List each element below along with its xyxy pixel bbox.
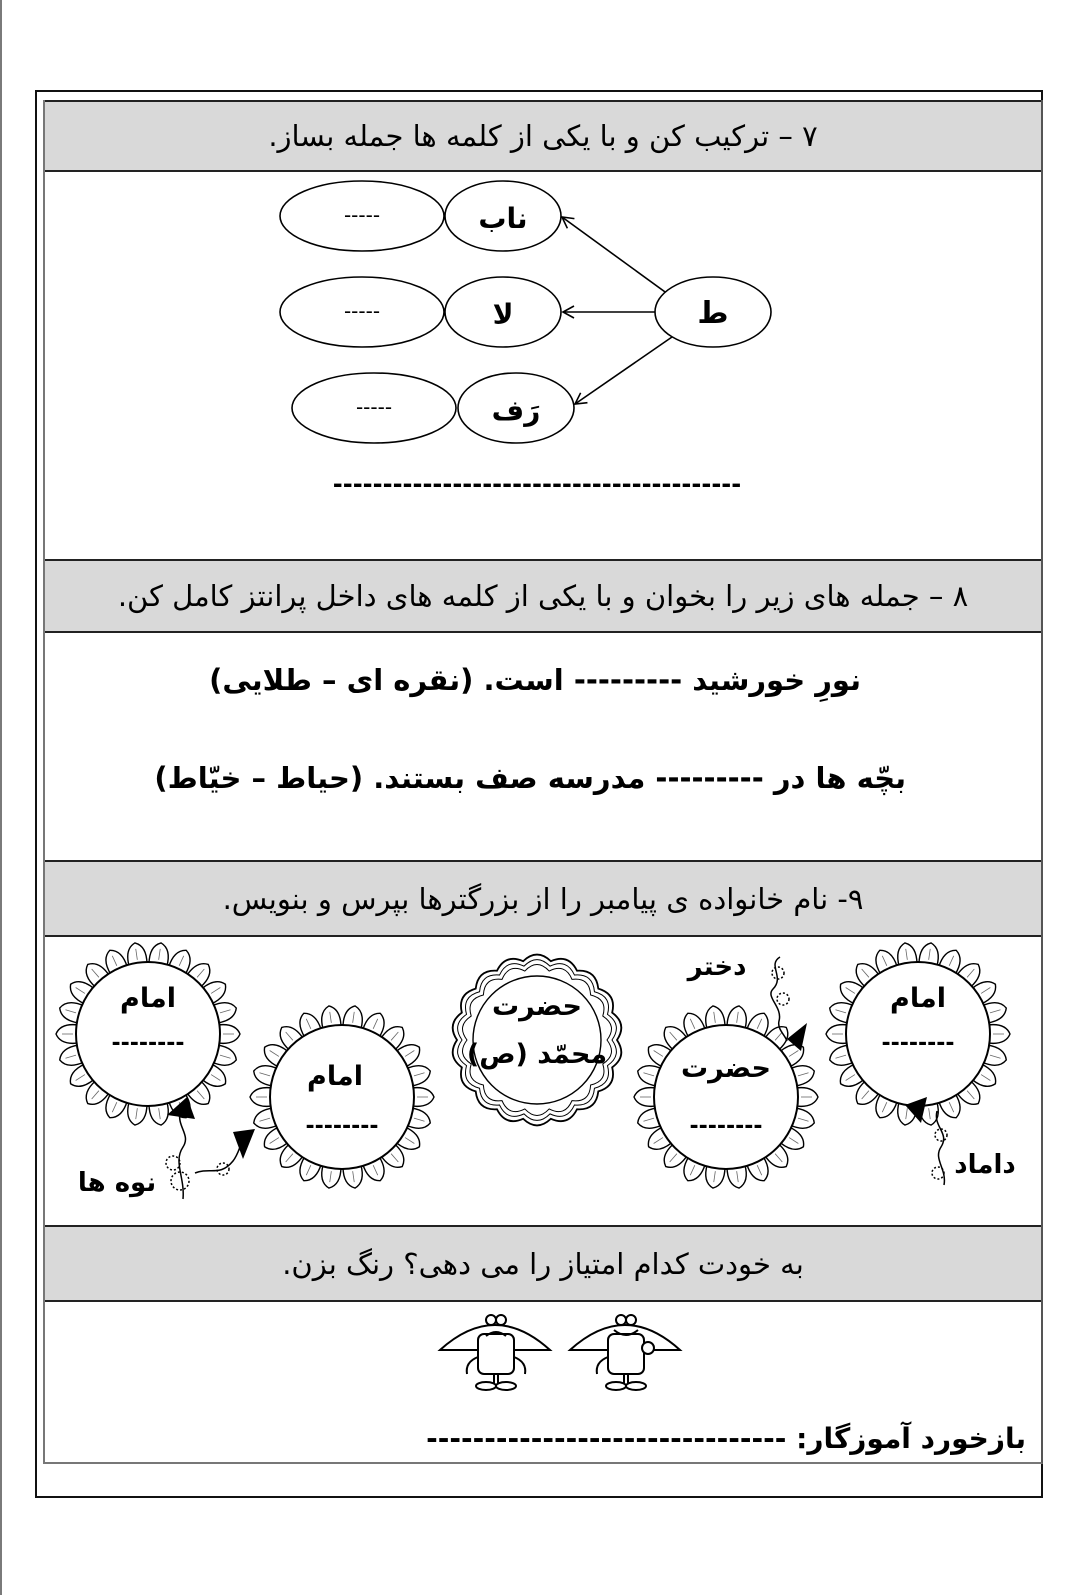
answer-blank: ----- [343,203,381,227]
worksheet [43,100,1043,1464]
sentence-text: است. (نقره ای – طلایی) [209,663,564,697]
center-letter-node [655,277,771,347]
sad-mushroom-icon[interactable] [440,1315,550,1390]
piece-label: ناب [478,202,528,235]
sentence-text: نورِ خورشید [692,663,861,697]
question-9-header [45,860,1041,937]
piece-label: رَف [491,394,541,427]
sentence-blank[interactable]: --------- [573,663,683,697]
piece-row-1 [280,181,561,251]
flower-label: حضرت [681,1053,771,1084]
sentence-text: بچّه ها در [773,761,906,795]
arrow-to-nab [562,217,672,297]
sunflower-frame [250,1006,434,1188]
question-9-title: ۹- نام خانواده ی پیامبر را از بزرگترها بپرس و بنویس. [222,881,864,916]
sentence-blank[interactable]: --------- [655,761,764,795]
answer-blank: ----- [343,299,381,323]
page-edge [0,0,2,1595]
label-daughter: دختر [687,952,747,982]
family-tree-diagram [45,937,1041,1225]
question-8-body [45,633,1041,860]
answer-blank: ----- [355,395,393,419]
question-8-title: ۸ – جمله های زیر را بخوان و با یکی از کلمه های داخل پرانتز کامل کن. [117,579,969,613]
self-assessment-header [45,1225,1041,1302]
question-7-title: ۷ – ترکیب کن و با یکی از کلمه ها جمله بساز. [268,119,818,153]
label-son-in-law: داماد [954,1150,1016,1180]
feedback-blank[interactable]: ------------------------------- [426,1422,787,1455]
self-assessment-title: به خودت کدام امتیاز را می دهی؟ رنگ بزن. [282,1246,804,1281]
feedback-label: بازخورد آموزگار: [796,1422,1026,1455]
question-8-header [45,559,1041,633]
piece-label: لا [492,298,514,331]
arrow-to-raf [575,337,672,404]
letter-combination-diagram [45,172,1041,559]
piece-row-3 [292,373,574,443]
teacher-feedback [426,1422,1026,1455]
fill-sentence-1 [209,663,861,697]
sentence-text: مدرسه صف بستند. (حیاط – خیّاط) [154,761,646,795]
piece-row-2 [280,277,561,347]
question-7-body [45,172,1041,559]
self-assessment-body [45,1302,1041,1462]
rating-icons [45,1302,1041,1392]
center-letter: ط [697,296,729,331]
fill-sentence-2 [154,761,906,795]
prophet-title: حضرت [492,991,582,1022]
prophet-name: محمّد (ص) [466,1039,608,1070]
question-9-body [45,937,1041,1225]
flower-blank[interactable]: -------- [881,1031,955,1056]
flower-blank[interactable]: -------- [111,1031,185,1056]
label-grandchildren: نوه ها [77,1168,157,1198]
flower-label: امام [120,983,176,1014]
flower-label: امام [890,983,946,1014]
flower-label: امام [307,1061,363,1092]
flower-blank[interactable]: -------- [305,1114,379,1139]
happy-mushroom-icon[interactable] [570,1315,680,1390]
question-7-header [45,100,1041,172]
flower-blank[interactable]: -------- [689,1114,763,1139]
sentence-answer-line[interactable]: ----------------------------------------- [332,470,742,498]
sunflower-frame [634,1006,818,1188]
